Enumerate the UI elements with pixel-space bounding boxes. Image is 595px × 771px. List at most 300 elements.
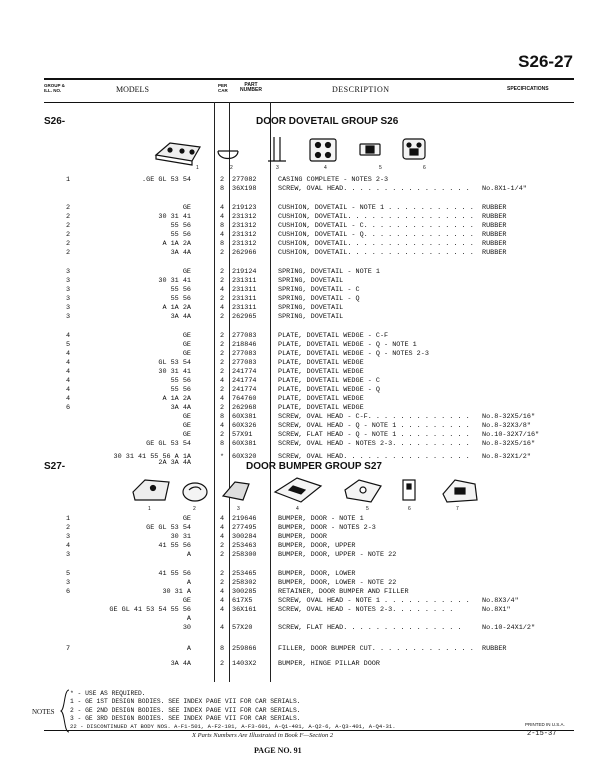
table-row: [0, 570, 595, 579]
group-cell: 1: [66, 515, 71, 523]
spec-cell: No.8-32X1/2": [482, 453, 531, 461]
part-number-cell: 60X381: [232, 440, 257, 448]
group-title-s26: DOOR DOVETAIL GROUP S26: [256, 116, 399, 127]
per-car-cell: 2: [219, 332, 225, 340]
part-number-cell: 231311: [232, 295, 257, 303]
table-row: [0, 413, 595, 422]
per-car-cell: 4: [219, 597, 225, 605]
per-car-cell: 2: [219, 404, 225, 412]
ill26-label: 1: [196, 165, 199, 171]
page-code: S26-27: [518, 52, 573, 71]
note-line: 3 - GE 3RD DESIGN BODIES. SEE INDEX PAGE VII FOR CAR SERIALS.: [70, 714, 301, 722]
models-cell: GL 53 54: [158, 359, 191, 367]
description-cell: FILLER, DOOR BUMPER CUT. . . . . . . . . . . . .: [278, 645, 474, 653]
table-row: [0, 660, 595, 669]
group-cell: 2: [66, 204, 71, 212]
table-row: [0, 313, 595, 322]
spec-cell: RUBBER: [482, 204, 507, 212]
description-cell: PLATE, DOVETAIL WEDGE - Q - NOTE 1: [278, 341, 417, 349]
models-cell: 55 56: [170, 222, 191, 230]
models-cell: A 1A 2A: [162, 240, 191, 248]
part-number-cell: 219123: [232, 204, 257, 212]
description-cell: SPRING, DOVETAIL - Q: [278, 295, 360, 303]
ill26-label: 3: [276, 165, 279, 171]
per-car-cell: 2: [219, 431, 225, 439]
description-cell: SCREW, OVAL HEAD - NOTES 2-3. . . . . . . .: [278, 606, 454, 614]
description-cell: SPRING, DOVETAIL - NOTE 1: [278, 268, 380, 276]
description-cell: BUMPER, DOOR, LOWER - NOTE 22: [278, 579, 397, 587]
group-cell: 3: [66, 277, 71, 285]
notes-label: NOTES: [32, 708, 55, 716]
description-cell: SCREW, FLAT HEAD - Q - NOTE 1 . . . . . . . . .: [278, 431, 470, 439]
description-cell: CUSHION, DOVETAIL. . . . . . . . . . . . . . . .: [278, 213, 474, 221]
group-title-s27: DOOR BUMPER GROUP S27: [246, 461, 382, 472]
part-number-cell: 231312: [232, 231, 257, 239]
group-cell: 4: [66, 377, 71, 385]
table-header: [44, 78, 574, 103]
group-cell: 3: [66, 286, 71, 294]
part-number-cell: 57X20: [232, 624, 253, 632]
group-cell: 4: [66, 386, 71, 394]
part-number-cell: 219124: [232, 268, 257, 276]
models-cell: A 1A 2A: [162, 304, 191, 312]
part-number-cell: 231311: [232, 286, 257, 294]
per-car-cell: 2: [219, 579, 225, 587]
dovetail-parts-illustration: [148, 133, 448, 171]
part-number-cell: 60X326: [232, 422, 257, 430]
models-cell: GE GL 53 54: [146, 524, 191, 532]
note-line: 1 - GE 1ST DESIGN BODIES. SEE INDEX PAGE VII FOR CAR SERIALS.: [70, 698, 301, 706]
note-line: 2 - GE 2ND DESIGN BODIES. SEE INDEX PAGE VII FOR CAR SERIALS.: [70, 706, 301, 714]
description-cell: BUMPER, HINGE PILLAR DOOR: [278, 660, 380, 668]
description-cell: BUMPER, DOOR - NOTE 1: [278, 515, 364, 523]
models-cell: GE: [182, 413, 191, 421]
table-row: [0, 386, 595, 395]
print-date: 2-15-37: [527, 730, 557, 738]
description-cell: SCREW, FLAT HEAD. . . . . . . . . . . . . . .: [278, 624, 462, 632]
part-number-cell: 617X5: [232, 597, 253, 605]
per-car-cell: 2: [219, 660, 225, 668]
group-cell: 3: [66, 551, 71, 559]
ill26-label: 5: [379, 165, 382, 171]
per-car-cell: 4: [219, 524, 225, 532]
per-car-cell: 4: [219, 286, 225, 294]
ill26-label: 4: [324, 165, 327, 171]
spec-cell: RUBBER: [482, 222, 507, 230]
description-cell: SPRING, DOVETAIL - C: [278, 286, 360, 294]
table-row: [0, 645, 595, 654]
description-cell: PLATE, DOVETAIL WEDGE: [278, 359, 364, 367]
per-car-cell: 4: [219, 624, 225, 632]
table-row: [0, 176, 595, 185]
table-row: [0, 304, 595, 313]
per-car-cell: 2: [219, 359, 225, 367]
description-cell: PLATE, DOVETAIL WEDGE - C: [278, 377, 380, 385]
models-cell: A 1A 2A: [162, 395, 191, 403]
per-car-cell: 4: [219, 395, 225, 403]
per-car-cell: 2: [219, 295, 225, 303]
description-cell: BUMPER, DOOR - NOTES 2-3: [278, 524, 376, 532]
notes-block: [70, 690, 396, 731]
models-cell: GE: [182, 332, 191, 340]
description-cell: SCREW, OVAL HEAD - C-F. . . . . . . . . . . . .: [278, 413, 470, 421]
group-cell: 2: [66, 213, 71, 221]
description-cell: CASING COMPLETE - NOTES 2-3: [278, 176, 389, 184]
group-cell: 5: [66, 570, 71, 578]
part-number-cell: 277083: [232, 332, 257, 340]
description-cell: PLATE, DOVETAIL WEDGE - C-F: [278, 332, 389, 340]
per-car-cell: 8: [219, 645, 225, 653]
part-number-cell: 231312: [232, 222, 257, 230]
models-cell: GE GL 53 54: [146, 440, 191, 448]
table-row: [0, 185, 595, 194]
per-car-cell: 4: [219, 304, 225, 312]
table-row: [0, 615, 595, 624]
bumper-part-1: [133, 480, 169, 500]
retainer-part-6: [403, 480, 415, 500]
models-cell: GE: [182, 268, 191, 276]
ill27-label: 2: [193, 506, 196, 512]
part-number-cell: 241774: [232, 377, 257, 385]
part-number-cell: 218846: [232, 341, 257, 349]
models-cell: 55 56: [170, 377, 191, 385]
description-cell: PLATE, DOVETAIL WEDGE: [278, 404, 364, 412]
per-car-cell: 4: [219, 231, 225, 239]
page-number: PAGE NO. 91: [254, 746, 302, 755]
group-cell: 2: [66, 222, 71, 230]
group-cell: 3: [66, 579, 71, 587]
description-cell: RETAINER, DOOR BUMPER AND FILLER: [278, 588, 409, 596]
models-cell: 55 56: [170, 231, 191, 239]
group-cell: 5: [66, 341, 71, 349]
spec-cell: RUBBER: [482, 645, 507, 653]
group-cell: 3: [66, 304, 71, 312]
group-cell: 1: [66, 176, 71, 184]
part-number-cell: 253463: [232, 542, 257, 550]
per-car-cell: 2: [219, 570, 225, 578]
table-row: [0, 295, 595, 304]
per-car-cell: 4: [219, 606, 225, 614]
dovetail-cushion-part: [218, 151, 238, 159]
models-cell: 30 31 41 55 56 A 1A: [113, 453, 191, 461]
models-cell: 3A 4A: [170, 313, 191, 321]
table-row: [0, 377, 595, 386]
part-number-cell: 258302: [232, 579, 257, 587]
table-row: [0, 286, 595, 295]
notes-brace-icon: [60, 689, 70, 733]
description-cell: CUSHION, DOVETAIL - NOTE 1 . . . . . . . . . . .: [278, 204, 474, 212]
models-cell: 41 55 56: [158, 542, 191, 550]
per-car-cell: 2: [219, 268, 225, 276]
description-cell: SCREW, OVAL HEAD. . . . . . . . . . . . . . . .: [278, 453, 470, 461]
per-car-cell: 2: [219, 313, 225, 321]
models-cell: GE: [182, 204, 191, 212]
header-models: MODELS: [116, 85, 149, 94]
group-cell: 3: [66, 313, 71, 321]
note-line: * - USE AS REQUIRED.: [70, 690, 146, 697]
spec-cell: RUBBER: [482, 213, 507, 221]
part-number-cell: 764760: [232, 395, 257, 403]
table-row: [0, 606, 595, 615]
header-per-car: PER CAR: [218, 83, 228, 93]
group-cell: 2: [66, 249, 71, 257]
description-cell: CUSHION, DOVETAIL. . . . . . . . . . . . . . . .: [278, 240, 474, 248]
description-cell: CUSHION, DOVETAIL. . . . . . . . . . . . . . . .: [278, 249, 474, 257]
ill26-label: 6: [423, 165, 426, 171]
models-cell: GE: [182, 597, 191, 605]
table-row: [0, 624, 595, 633]
spec-cell: RUBBER: [482, 249, 507, 257]
models-cell: 55 56: [170, 286, 191, 294]
dovetail-spring-part: [268, 137, 286, 161]
printed-in-usa: PRINTED IN U.S.A.: [525, 722, 565, 727]
header-part-number: PART NUMBER: [240, 82, 262, 93]
spec-cell: No.8-32X5/16": [482, 440, 536, 448]
models-cell: .GE GL 53 54: [142, 176, 191, 184]
models-cell: GE: [182, 422, 191, 430]
table-row: [0, 440, 595, 449]
group-cell: 7: [66, 645, 71, 653]
illustrated-note: X Parts Numbers Are Illustrated in Book F—Section 2: [192, 732, 334, 739]
models-cell: GE: [182, 515, 191, 523]
ill27-label: 7: [456, 506, 459, 512]
models-cell: 30 31 41: [158, 213, 191, 221]
spec-cell: RUBBER: [482, 240, 507, 248]
per-car-cell: 4: [219, 204, 225, 212]
per-car-cell: 8: [219, 413, 225, 421]
per-car-cell: 4: [219, 422, 225, 430]
models-cell: A: [186, 579, 191, 587]
part-number-cell: 277083: [232, 359, 257, 367]
part-number-cell: 259866: [232, 645, 257, 653]
part-number-cell: 231311: [232, 304, 257, 312]
models-cell: A: [186, 551, 191, 559]
models-cell: 3A 4A: [170, 404, 191, 412]
table-row: [0, 222, 595, 231]
models-cell: A: [186, 615, 191, 623]
models-cell: 30 31 41: [158, 277, 191, 285]
table-row: [0, 231, 595, 240]
dovetail-wedge-plate-6-part: [403, 139, 425, 159]
per-car-cell: 2: [219, 542, 225, 550]
description-cell: SCREW, OVAL HEAD - NOTE 1 . . . . . . . . . . .: [278, 597, 470, 605]
models-cell: GE: [182, 350, 191, 358]
table-row: [0, 431, 595, 440]
bumper-part-4: [275, 478, 321, 502]
part-number-cell: 1403X2: [232, 660, 257, 668]
description-cell: PLATE, DOVETAIL WEDGE - Q - NOTES 2-3: [278, 350, 429, 358]
footer-rule: [44, 730, 574, 731]
part-number-cell: 241774: [232, 368, 257, 376]
models-cell: 55 56: [170, 295, 191, 303]
description-cell: SPRING, DOVETAIL: [278, 277, 344, 285]
spec-cell: No.10-24X1/2": [482, 624, 536, 632]
ill27-label: 3: [237, 506, 240, 512]
description-cell: BUMPER, DOOR, LOWER: [278, 570, 356, 578]
table-row: [0, 277, 595, 286]
models-cell: 30 31 41: [158, 368, 191, 376]
group-cell: 4: [66, 368, 71, 376]
spec-cell: No.8X1": [482, 606, 511, 614]
per-car-cell: 2: [219, 249, 225, 257]
bumper-part-2: [183, 483, 207, 501]
per-car-cell: 8: [219, 240, 225, 248]
part-number-cell: 300284: [232, 533, 257, 541]
part-number-cell: 253465: [232, 570, 257, 578]
dovetail-wedge-plate-small-part: [360, 144, 380, 155]
group-cell: 4: [66, 350, 71, 358]
spec-cell: No.8-32X3/8": [482, 422, 531, 430]
note-line: 22 - DISCONTINUED AT BODY NOS. A-F1-501, A-F2-101, A-F3-601, A-Q1-401, A-Q2-6, A-Q3-401, A-Q4-31.: [70, 723, 396, 731]
description-cell: PLATE, DOVETAIL WEDGE: [278, 395, 364, 403]
description-cell: SCREW, OVAL HEAD - NOTES 2-3. . . . . . . . . .: [278, 440, 470, 448]
table-row: [0, 350, 595, 359]
section-s26: S26-: [44, 116, 66, 127]
table-row: [0, 597, 595, 606]
part-number-cell: 262965: [232, 313, 257, 321]
table-row: [0, 524, 595, 533]
ill27-label: 6: [408, 506, 411, 512]
header-description: DESCRIPTION: [332, 85, 390, 94]
part-number-cell: 262966: [232, 249, 257, 257]
part-number-cell: 277082: [232, 176, 257, 184]
per-car-cell: 2: [219, 341, 225, 349]
group-cell: 6: [66, 588, 71, 596]
description-cell: BUMPER, DOOR, UPPER: [278, 542, 356, 550]
table-row: [0, 359, 595, 368]
table-row: [0, 533, 595, 542]
ill27-label: 4: [296, 506, 299, 512]
group-cell: 6: [66, 404, 71, 412]
table-row: [0, 542, 595, 551]
ill27-label: 1: [148, 506, 151, 512]
spec-cell: No.8X1-1/4": [482, 185, 527, 193]
part-number-cell: 300285: [232, 588, 257, 596]
models-cell: 41 55 56: [158, 570, 191, 578]
table-row: [0, 588, 595, 597]
table-row: [0, 249, 595, 258]
group-cell: 4: [66, 395, 71, 403]
part-number-cell: 277495: [232, 524, 257, 532]
per-car-cell: 2: [219, 368, 225, 376]
dovetail-wedge-plate-part: [310, 139, 336, 161]
table-row: [0, 579, 595, 588]
group-cell: 2: [66, 524, 71, 532]
bumper-part-5: [345, 480, 381, 502]
models-cell: 3A 4A: [170, 660, 191, 668]
spec-cell: No.8-32X5/16": [482, 413, 536, 421]
table-row: [0, 332, 595, 341]
table-row: [0, 368, 595, 377]
group-cell: 3: [66, 295, 71, 303]
per-car-cell: 4: [219, 533, 225, 541]
description-cell: CUSHION, DOVETAIL - C. . . . . . . . . . . . . .: [278, 222, 474, 230]
description-cell: PLATE, DOVETAIL WEDGE - Q: [278, 386, 380, 394]
group-cell: 4: [66, 542, 71, 550]
dovetail-casing-part: [156, 143, 200, 165]
per-car-cell: 2: [219, 350, 225, 358]
part-number-cell: 57X91: [232, 431, 253, 439]
part-number-cell: 258300: [232, 551, 257, 559]
models-cell: GE: [182, 431, 191, 439]
header-group: GROUP & ILL. NO.: [44, 83, 65, 93]
description-cell: SCREW, OVAL HEAD - Q - NOTE 1 . . . . . . . . .: [278, 422, 470, 430]
bumper-part-3: [223, 482, 249, 500]
group-cell: 4: [66, 332, 71, 340]
table-row: [0, 204, 595, 213]
models-cell: GE GL 41 53 54 55 56: [109, 606, 191, 614]
part-number-cell: 219646: [232, 515, 257, 523]
part-number-cell: 231311: [232, 277, 257, 285]
ill27-label: 5: [366, 506, 369, 512]
table-row: [0, 240, 595, 249]
models-cell: 2A 3A 4A: [158, 459, 191, 467]
part-number-cell: 60X320: [232, 453, 257, 461]
spec-cell: RUBBER: [482, 231, 507, 239]
table-row: [0, 395, 595, 404]
models-cell: 30: [182, 624, 191, 632]
table-row: [0, 268, 595, 277]
spec-cell: No.10-32X7/16": [482, 431, 540, 439]
bumper-parts-illustration: [125, 472, 485, 508]
per-car-cell: 4: [219, 515, 225, 523]
part-number-cell: 241774: [232, 386, 257, 394]
per-car-cell: 8: [219, 185, 225, 193]
table-row: [0, 404, 595, 413]
part-number-cell: 36X161: [232, 606, 257, 614]
models-cell: 55 56: [170, 386, 191, 394]
per-car-cell: 2: [219, 551, 225, 559]
description-cell: SCREW, OVAL HEAD. . . . . . . . . . . . . . . .: [278, 185, 470, 193]
part-number-cell: 36X198: [232, 185, 257, 193]
group-cell: 2: [66, 231, 71, 239]
table-row: [0, 422, 595, 431]
header-specifications: SPECIFICATIONS: [507, 86, 549, 92]
description-cell: PLATE, DOVETAIL WEDGE: [278, 368, 364, 376]
per-car-cell: 2: [219, 176, 225, 184]
table-row: [0, 213, 595, 222]
table-row: [0, 515, 595, 524]
group-cell: 4: [66, 359, 71, 367]
part-number-cell: 60X381: [232, 413, 257, 421]
models-cell: 3A 4A: [170, 249, 191, 257]
per-car-cell: 8: [219, 222, 225, 230]
part-number-cell: 231312: [232, 240, 257, 248]
description-cell: CUSHION, DOVETAIL - Q. . . . . . . . . . . . . .: [278, 231, 474, 239]
part-number-cell: 262968: [232, 404, 257, 412]
models-cell: 30 31: [170, 533, 191, 541]
per-car-cell: 4: [219, 213, 225, 221]
part-number-cell: 277083: [232, 350, 257, 358]
per-car-cell: 2: [219, 386, 225, 394]
filler-part-7: [443, 480, 477, 502]
per-car-cell: 4: [219, 588, 225, 596]
per-car-cell: 8: [219, 440, 225, 448]
group-cell: 2: [66, 240, 71, 248]
description-cell: BUMPER, DOOR: [278, 533, 327, 541]
section-s27: S27-: [44, 461, 66, 472]
spec-cell: No.8X3/4": [482, 597, 519, 605]
ill26-label: 2: [230, 165, 233, 171]
per-car-cell: 4: [219, 377, 225, 385]
description-cell: SPRING, DOVETAIL: [278, 304, 344, 312]
models-cell: GE: [182, 341, 191, 349]
description-cell: BUMPER, DOOR, UPPER - NOTE 22: [278, 551, 397, 559]
table-row: [0, 341, 595, 350]
per-car-cell: *: [219, 453, 225, 461]
group-cell: 3: [66, 533, 71, 541]
per-car-cell: 2: [219, 277, 225, 285]
